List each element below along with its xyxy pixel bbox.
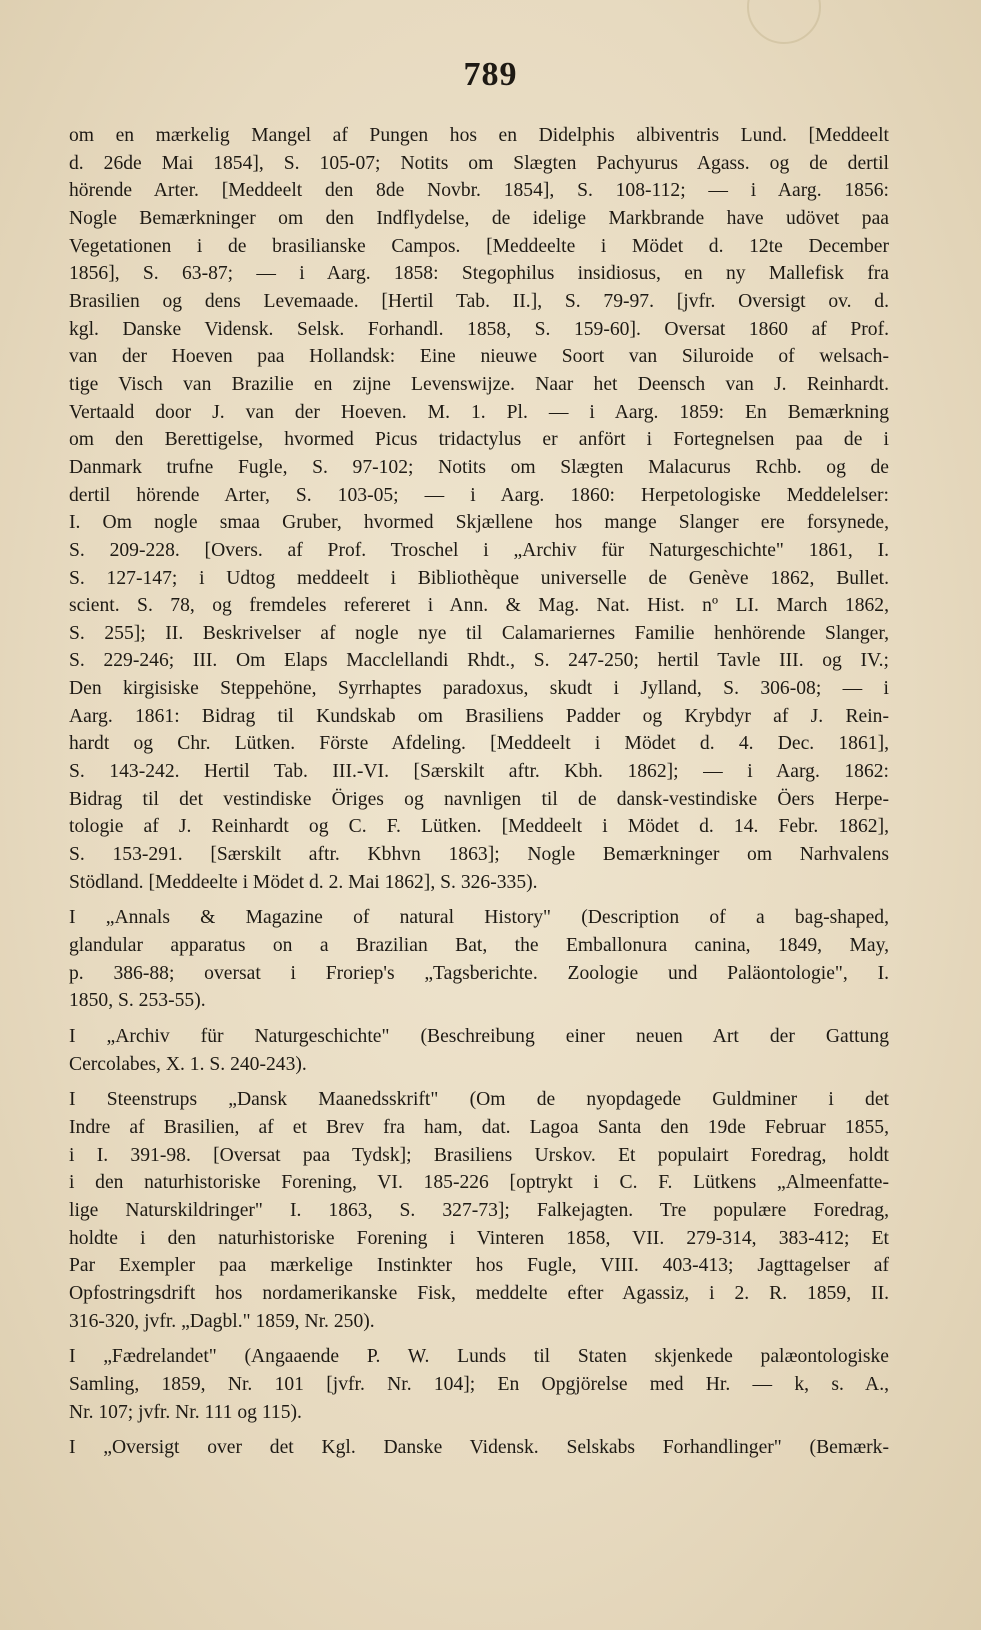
text-line: van der Hoeven paa Hollandsk: Eine nieuwe Soort van Siluroide of welsach- xyxy=(69,346,889,368)
page-number: 789 xyxy=(463,56,518,93)
text-line: 316-320, jvfr. „Dagbl." 1859, Nr. 250). xyxy=(69,1310,375,1332)
text-line: Brasilien og dens Levemaade. [Hertil Tab. II.], S. 79-97. [jvfr. Oversigt ov. d. xyxy=(69,290,889,312)
text-line: Par Exempler paa mærkelige Instinkter hos Fugle, VIII. 403-413; Jagttagelser af xyxy=(69,1255,889,1277)
text-line: p. 386-88; oversat i Froriep's „Tagsberichte. Zoologie und Paläontologie", I. xyxy=(69,962,889,984)
text-line: tologie af J. Reinhardt og C. F. Lütken. [Meddeelt i Mödet d. 14. Febr. 1862], xyxy=(69,816,889,838)
text-line: i I. 391-98. [Oversat paa Tydsk]; Brasiliens Urskov. Et populairt Foredrag, holdt xyxy=(69,1144,889,1166)
text-line: Indre af Brasilien, af et Brev fra ham, dat. Lagoa Santa den 19de Februar 1855, xyxy=(69,1116,889,1138)
text-line: S. 229-246; III. Om Elaps Macclellandi Rhdt., S. 247-250; hertil Tavle III. og IV.; xyxy=(69,650,889,672)
text-line: Vegetationen i de brasilianske Campos. [Meddeelte i Mödet d. 12te December xyxy=(69,235,889,257)
text-line: om en mærkelig Mangel af Pungen hos en Didelphis albiventris Lund. [Meddeelt xyxy=(69,125,889,146)
text-line: Samling, 1859, Nr. 101 [jvfr. Nr. 104]; En Opgjörelse med Hr. — k, s. A., xyxy=(69,1373,889,1395)
page-corner-mark xyxy=(747,0,821,44)
text-line: Opfostringsdrift hos nordamerikanske Fisk, meddelte efter Agassiz, i 2. R. 1859, II. xyxy=(69,1282,889,1304)
text-line: hardt og Chr. Lütken. Förste Afdeling. [Meddeelt i Mödet d. 4. Dec. 1861], xyxy=(69,733,889,755)
text-line: Den kirgisiske Steppehöne, Syrrhaptes paradoxus, skudt i Jylland, S. 306-08; — i xyxy=(69,678,889,700)
text-line: S. 153-291. [Særskilt aftr. Kbhvn 1863]; Nogle Bemærkninger om Narhvalens xyxy=(69,844,889,866)
text-line: holdte i den naturhistoriske Forening i Vinteren 1858, VII. 279-314, 383-412; Et xyxy=(69,1227,889,1249)
text-line: 1850, S. 253-55). xyxy=(69,990,206,1012)
text-line: dertil hörende Arter, S. 103-05; — i Aarg. 1860: Herpetologiske Meddelelser: xyxy=(69,484,889,506)
text-line: om den Berettigelse, hvormed Picus tridactylus er anfört i Fortegnelsen paa de i xyxy=(69,429,889,451)
body-text xyxy=(69,122,889,1462)
text-line: Bidrag til det vestindiske Öriges og navnligen til de dansk-vestindiske Öers Herpe- xyxy=(69,788,889,810)
text-line: Stödland. [Meddeelte i Mödet d. 2. Mai 1862], S. 326-335). xyxy=(69,871,538,893)
text-line: Aarg. 1861: Bidrag til Kundskab om Brasiliens Padder og Krybdyr af J. Rein- xyxy=(69,705,889,727)
text-line: Vertaald door J. van der Hoeven. M. 1. Pl. — i Aarg. 1859: En Bemærkning xyxy=(69,401,889,423)
text-line: tige Visch van Brazilie en zijne Levenswijze. Naar het Deensch van J. Reinhardt. xyxy=(69,373,889,395)
text-line: Nr. 107; jvfr. Nr. 111 og 115). xyxy=(69,1401,302,1423)
text-line: I „Oversigt over det Kgl. Danske Vidensk. Selskabs Forhandlinger" (Bemærk- xyxy=(69,1437,889,1459)
text-line: lige Naturskildringer" I. 1863, S. 327-73]; Falkejagten. Tre populære Foredrag, xyxy=(69,1199,889,1221)
text-line: Cercolabes, X. 1. S. 240-243). xyxy=(69,1053,307,1075)
text-line: i den naturhistoriske Forening, VI. 185-226 [optrykt i C. F. Lütkens „Almeenfatte- xyxy=(69,1172,889,1194)
text-line: d. 26de Mai 1854], S. 105-07; Notits om Slægten Pachyurus Agass. og de dertil xyxy=(69,152,889,174)
text-line: Danmark trufne Fugle, S. 97-102; Notits om Slægten Malacurus Rchb. og de xyxy=(69,456,889,478)
text-line: S. 127-147; i Udtog meddeelt i Bibliothèque universelle de Genève 1862, Bullet. xyxy=(69,567,889,589)
text-line: hörende Arter. [Meddeelt den 8de Novbr. 1854], S. 108-112; — i Aarg. 1856: xyxy=(69,180,889,202)
text-line: scient. S. 78, og fremdeles refereret i Ann. & Mag. Nat. Hist. nº LI. March 1862, xyxy=(69,595,889,617)
text-line: I „Fædrelandet" (Angaaende P. W. Lunds til Staten skjenkede palæontologiske xyxy=(69,1346,889,1368)
text-line: S. 255]; II. Beskrivelser af nogle nye til Calamariernes Familie henhörende Slanger, xyxy=(69,622,889,644)
text-line: I Steenstrups „Dansk Maanedsskrift" (Om de nyopdagede Guldminer i det xyxy=(69,1089,889,1111)
text-line: Nogle Bemærkninger om den Indflydelse, de idelige Markbrande have udövet paa xyxy=(69,207,889,229)
text-line: I. Om nogle smaa Gruber, hvormed Skjællene hos mange Slanger ere forsynede, xyxy=(69,512,889,534)
text-line: S. 209-228. [Overs. af Prof. Troschel i „Archiv für Naturgeschichte" 1861, I. xyxy=(69,539,889,561)
text-line: S. 143-242. Hertil Tab. III.-VI. [Særskilt aftr. Kbh. 1862]; — i Aarg. 1862: xyxy=(69,761,889,783)
text-line: 1856], S. 63-87; — i Aarg. 1858: Stegophilus insidiosus, en ny Mallefisk fra xyxy=(69,263,889,285)
text-line: I „Archiv für Naturgeschichte" (Beschreibung einer neuen Art der Gattung xyxy=(69,1026,889,1047)
text-line: I „Annals & Magazine of natural History" (Description of a bag-shaped, xyxy=(69,907,889,929)
text-line: kgl. Danske Vidensk. Selsk. Forhandl. 1858, S. 159-60]. Oversat 1860 af Prof. xyxy=(69,318,889,340)
text-line: glandular apparatus on a Brazilian Bat, the Emballonura canina, 1849, May, xyxy=(69,935,889,957)
